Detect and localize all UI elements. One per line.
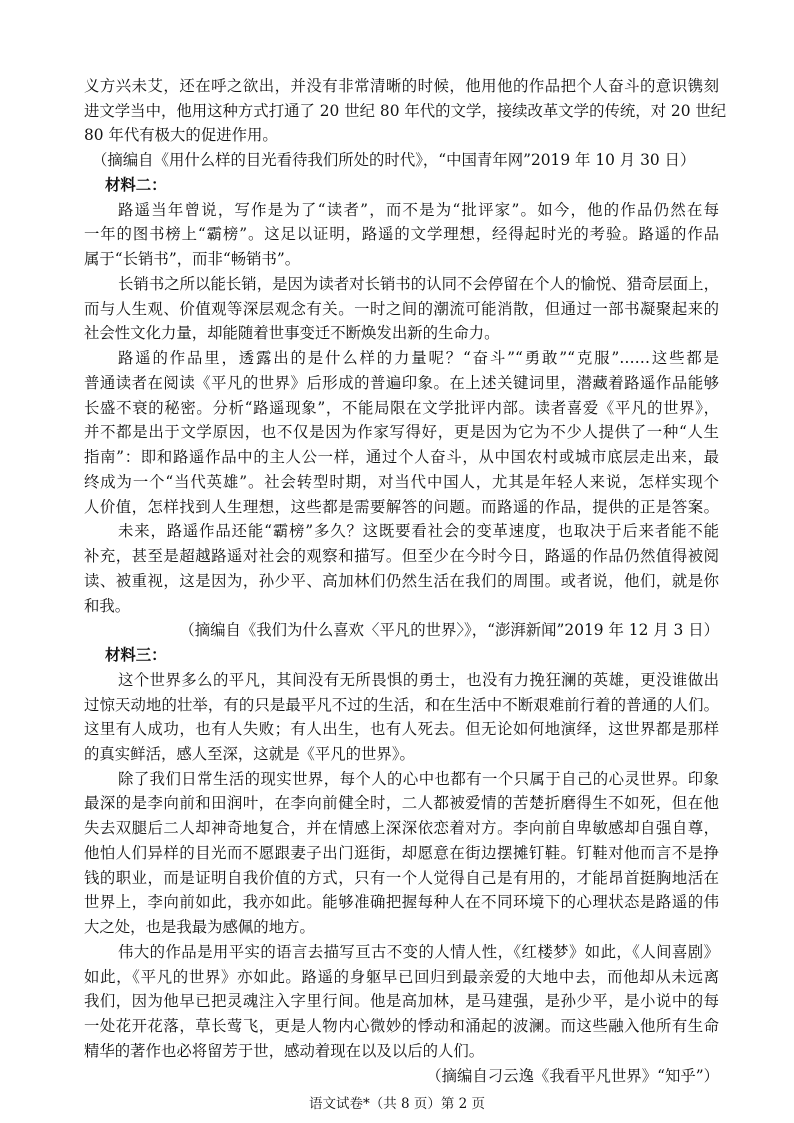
- text-line: 而与人生观、价值观等深层观念有关。一时之间的潮流可能消散，但通过一部书凝聚起来的: [84, 299, 719, 318]
- section-heading: 材料二：: [105, 175, 167, 194]
- text-line: 这里有人成功，也有人失败；有人出生，也有人死去。但无论如何地演绎，这世界都是那样: [84, 720, 719, 739]
- text-line: 长销书之所以能长销，是因为读者对长销书的认同不会停留在个人的愉悦、猎奇层面上，: [118, 274, 719, 293]
- text-line: 过惊天动地的壮举，有的只是最平凡不过的生活，和在生活中不断艰难前行着的普通的人们。: [84, 695, 719, 714]
- text-line: 这个世界多么的平凡，其间没有无所畏惧的勇士，也没有力挽狂澜的英雄，更没谁做出: [118, 670, 719, 689]
- text-line: 如此，《平凡的世界》亦如此。路遥的身躯早已回归到最亲爱的大地中去，而他却从未远离: [84, 967, 719, 986]
- text-line: 属于“长销书”，而非“畅销书”。: [84, 250, 301, 269]
- text-line: 失去双腿后二人却神奇地复合，并在情感上深深依恋着对方。李向前自卑敏感却自强自尊，: [84, 819, 719, 838]
- text-line: 精华的著作也必将留芳于世，感动着现在以及以后的人们。: [84, 1041, 485, 1060]
- text-line: 伟大的作品是用平实的语言去描写亘古不变的人情人性，《红楼梦》如此，《人间喜剧》: [118, 942, 719, 961]
- source-citation: （摘编自刁云逸《我看平凡世界》“知乎”）: [426, 1066, 719, 1085]
- text-line: 进文学当中，他用这种方式打通了 20 世纪 80 年代的文学，接续改革文学的传统，对 20 世纪: [84, 101, 727, 120]
- text-line: 一处花开花落，草长莺飞，更是人物内心微妙的悸动和涌起的波澜。而这些融入他所有生命: [84, 1017, 719, 1036]
- text-line: 除了我们日常生活的现实世界，每个人的心中也都有一个只属于自己的心灵世界。印象: [118, 769, 719, 788]
- text-line: 普通读者在阅读《平凡的世界》后形成的普遍印象。在上述关键词里，潜藏着路遥作品能够: [84, 373, 719, 392]
- text-line: 指南”：即和路遥作品中的主人公一样，通过个人奋斗，从中国农村或城市底层走出来，最: [84, 448, 719, 467]
- text-line: 读、被重视，这是因为，孙少平、高加林们仍然生活在我们的周围。或者说，他们，就是你: [84, 571, 719, 590]
- text-line: 路遥当年曾说，写作是为了“读者”，而不是为“批评家”。如今，他的作品仍然在每: [118, 200, 719, 219]
- text-line: 80 年代有极大的促进作用。: [84, 126, 278, 145]
- text-line: 最深的是李向前和田润叶，在李向前健全时，二人都被爱情的苦楚折磨得生不如死，但在他: [84, 794, 719, 813]
- text-line: 长盛不衰的秘密。分析“路遥现象”，不能局限在文学批评内部。读者喜爱《平凡的世界》，: [84, 398, 719, 417]
- text-line: 一年的图书榜上“霸榜”。这足以证明，路遥的文学理想，经得起时光的考验。路遥的作品: [84, 225, 719, 244]
- text-line: 世界上，李向前如此，我亦如此。能够准确把握每种人在不同环境下的心理状态是路遥的伟: [84, 893, 719, 912]
- text-line: 我们，因为他早已把灵魂注入字里行间。他是高加林，是马建强，是孙少平，是小说中的每: [84, 992, 719, 1011]
- source-citation: （摘编自《用什么样的目光看待我们所处的时代》，“中国青年网”2019 年 10 月 30 日）: [92, 151, 696, 170]
- text-line: 大之处，也是我最为感佩的地方。: [84, 918, 315, 937]
- source-citation: （摘编自《我们为什么喜欢〈平凡的世界〉》，“澎湃新闻”2019 年 12 月 3 日）: [179, 621, 719, 640]
- text-line: 社会性文化力量，却能随着世事变迁不断焕发出新的生命力。: [84, 324, 500, 343]
- text-line: 钱的职业，而是证明自我价值的方式，只有一个人觉得自己是有用的，才能昂首挺胸地活在: [84, 868, 719, 887]
- text-line: 人价值，怎样找到人生理想，这些都是需要解答的问题。而路遥的作品，提供的正是答案。: [84, 497, 719, 516]
- text-line: 的真实鲜活，感人至深，这就是《平凡的世界》。: [84, 744, 415, 763]
- text-line: 义方兴未艾，还在呼之欲出，并没有非常清晰的时候，他用他的作品把个人奋斗的意识镌刻: [84, 77, 719, 95]
- section-heading: 材料三：: [105, 646, 167, 665]
- text-line: 补充，甚至是超越路遥对社会的观察和描写。但至少在今时今日，路遥的作品仍然值得被阅: [84, 547, 719, 566]
- text-line: 和我。: [84, 596, 131, 615]
- text-line: 路遥的作品里，透露出的是什么样的力量呢？“奋斗”“勇敢”“克服”……这些都是: [118, 349, 719, 368]
- page-footer: 语文试卷*（共 8 页）第 2 页: [308, 1096, 486, 1113]
- text-line: 未来，路遥作品还能“霸榜”多久？这既要看社会的变革速度，也取决于后来者能不能: [118, 522, 719, 541]
- text-line: 终成为一个“当代英雄”。社会转型时期，对当代中国人，尤其是年轻人来说，怎样实现个: [84, 472, 719, 491]
- text-line: 并不都是出于文学原因，也不仅是因为作家写得好，更是因为它为不少人提供了一种“人生: [84, 423, 719, 442]
- text-line: 他怕人们异样的目光而不愿跟妻子出门逛街，却愿意在街边摆摊钉鞋。钉鞋对他而言不是挣: [84, 843, 719, 862]
